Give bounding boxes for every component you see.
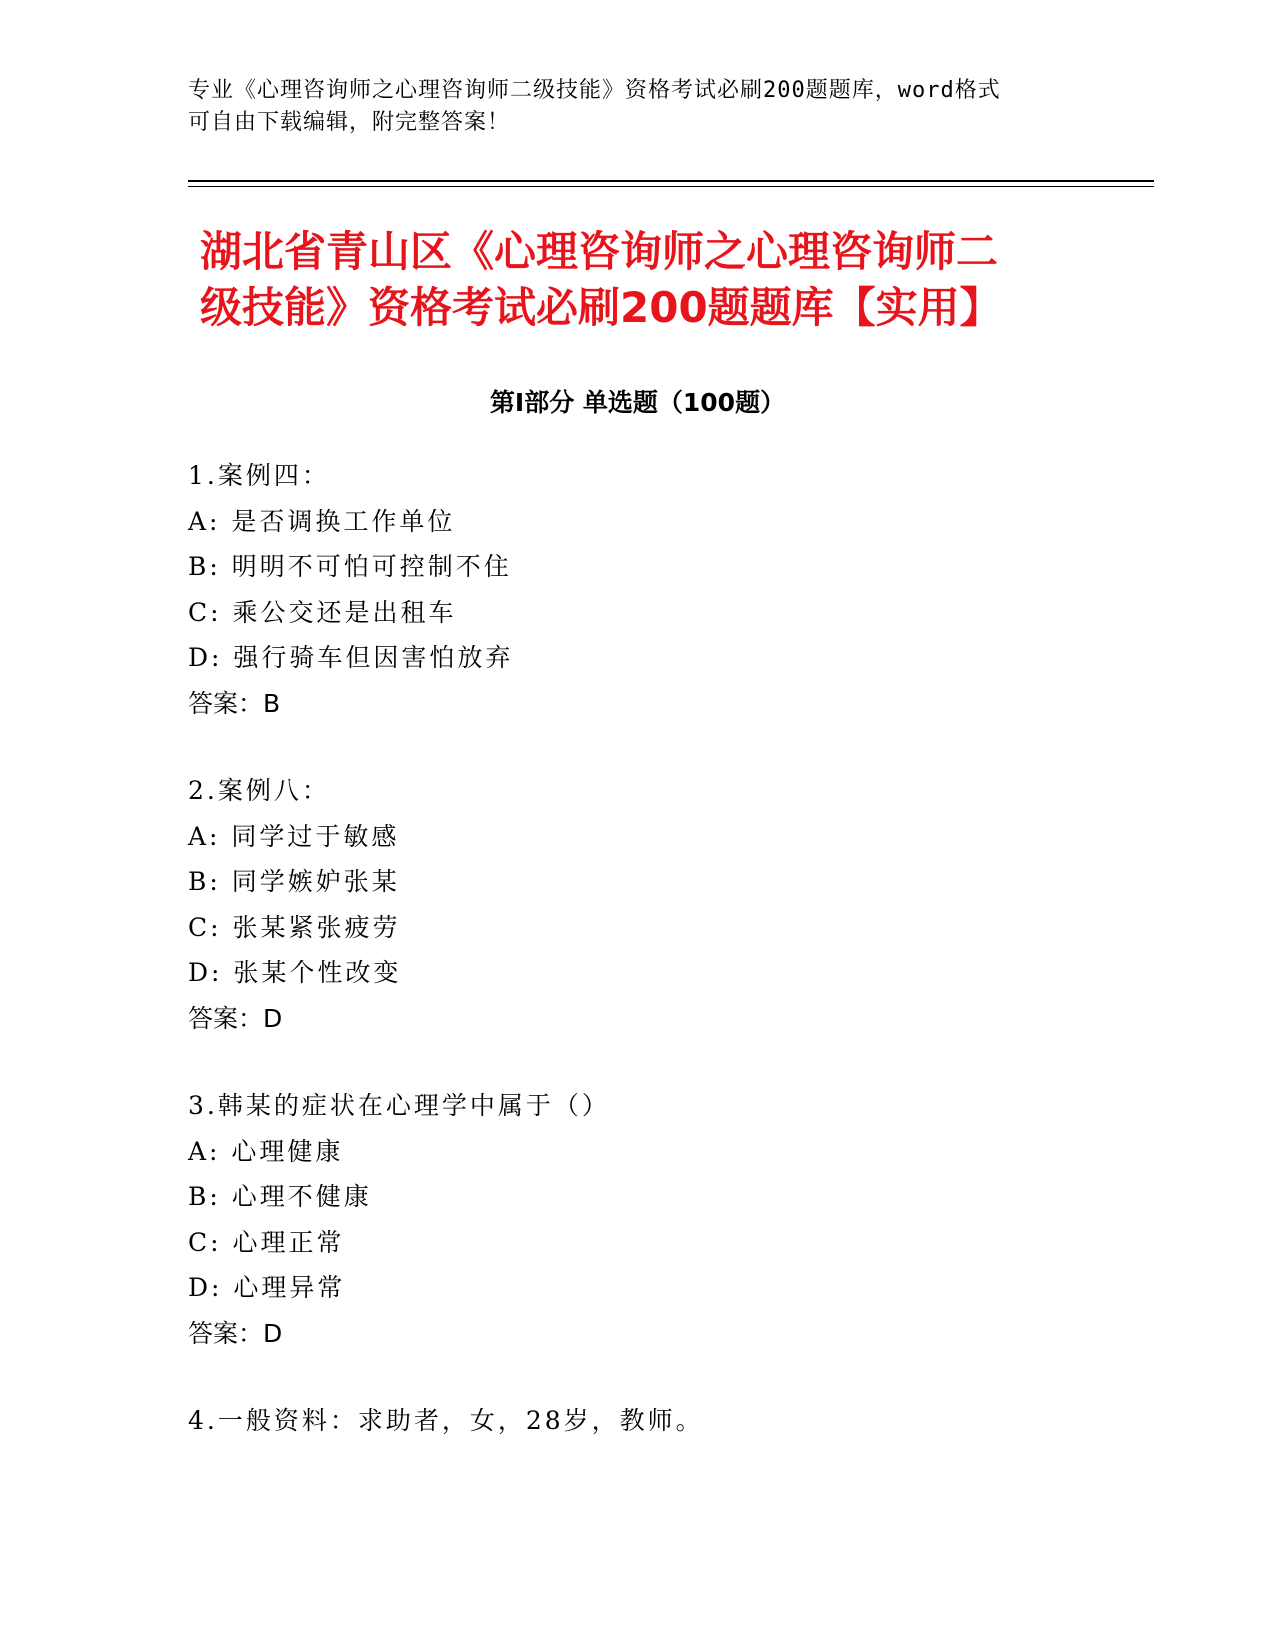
question-stem: 4.一般资料：求助者，女，28岁，教师。 [188, 1406, 704, 1435]
answer: 答案：B [188, 688, 281, 718]
option-b: B: 明明不可怕可控制不住 [188, 552, 512, 581]
header-divider-thick [188, 180, 1154, 182]
option-a: A: 同学过于敏感 [188, 821, 400, 851]
option-d: D: 心理异常 [188, 1273, 346, 1302]
header-note-line-2: 可自由下载编辑，附完整答案！ [188, 110, 511, 135]
option-c: C: 乘公交还是出租车 [188, 597, 457, 627]
document-title-line-1: 湖北省青山区《心理咨询师之心理咨询师二 [200, 227, 999, 276]
question-stem: 3.韩某的症状在心理学中属于（） [188, 1091, 610, 1120]
option-d: D: 张某个性改变 [188, 958, 402, 987]
option-a: A: 心理健康 [188, 1136, 344, 1166]
document-title-line-2: 级技能》资格考试必刷200题题库【实用】 [200, 283, 1002, 332]
option-c: C: 心理正常 [188, 1227, 345, 1257]
answer: 答案：D [188, 1318, 283, 1348]
header-note-line-1: 专业《心理咨询师之心理咨询师二级技能》资格考试必刷200题题库，word格式 [188, 78, 1001, 103]
option-b: B: 同学嫉妒张某 [188, 867, 400, 896]
question-3 [188, 1083, 1088, 1356]
answer: 答案：D [188, 1003, 283, 1033]
question-stem: 1.案例四： [188, 461, 330, 490]
header-divider-thin [188, 186, 1154, 187]
option-b: B: 心理不健康 [188, 1182, 372, 1211]
question-stem: 2.案例八： [188, 776, 330, 805]
option-c: C: 张某紧张疲劳 [188, 912, 401, 942]
document-title [200, 224, 1100, 336]
section-title: 第Ⅰ部分 单选题（100题） [489, 388, 786, 417]
question-1 [188, 453, 1088, 726]
option-a: A: 是否调换工作单位 [188, 506, 456, 536]
question-4 [188, 1398, 1088, 1444]
header-note [188, 75, 1068, 139]
question-2 [188, 768, 1088, 1041]
option-d: D: 强行骑车但因害怕放弃 [188, 643, 514, 672]
